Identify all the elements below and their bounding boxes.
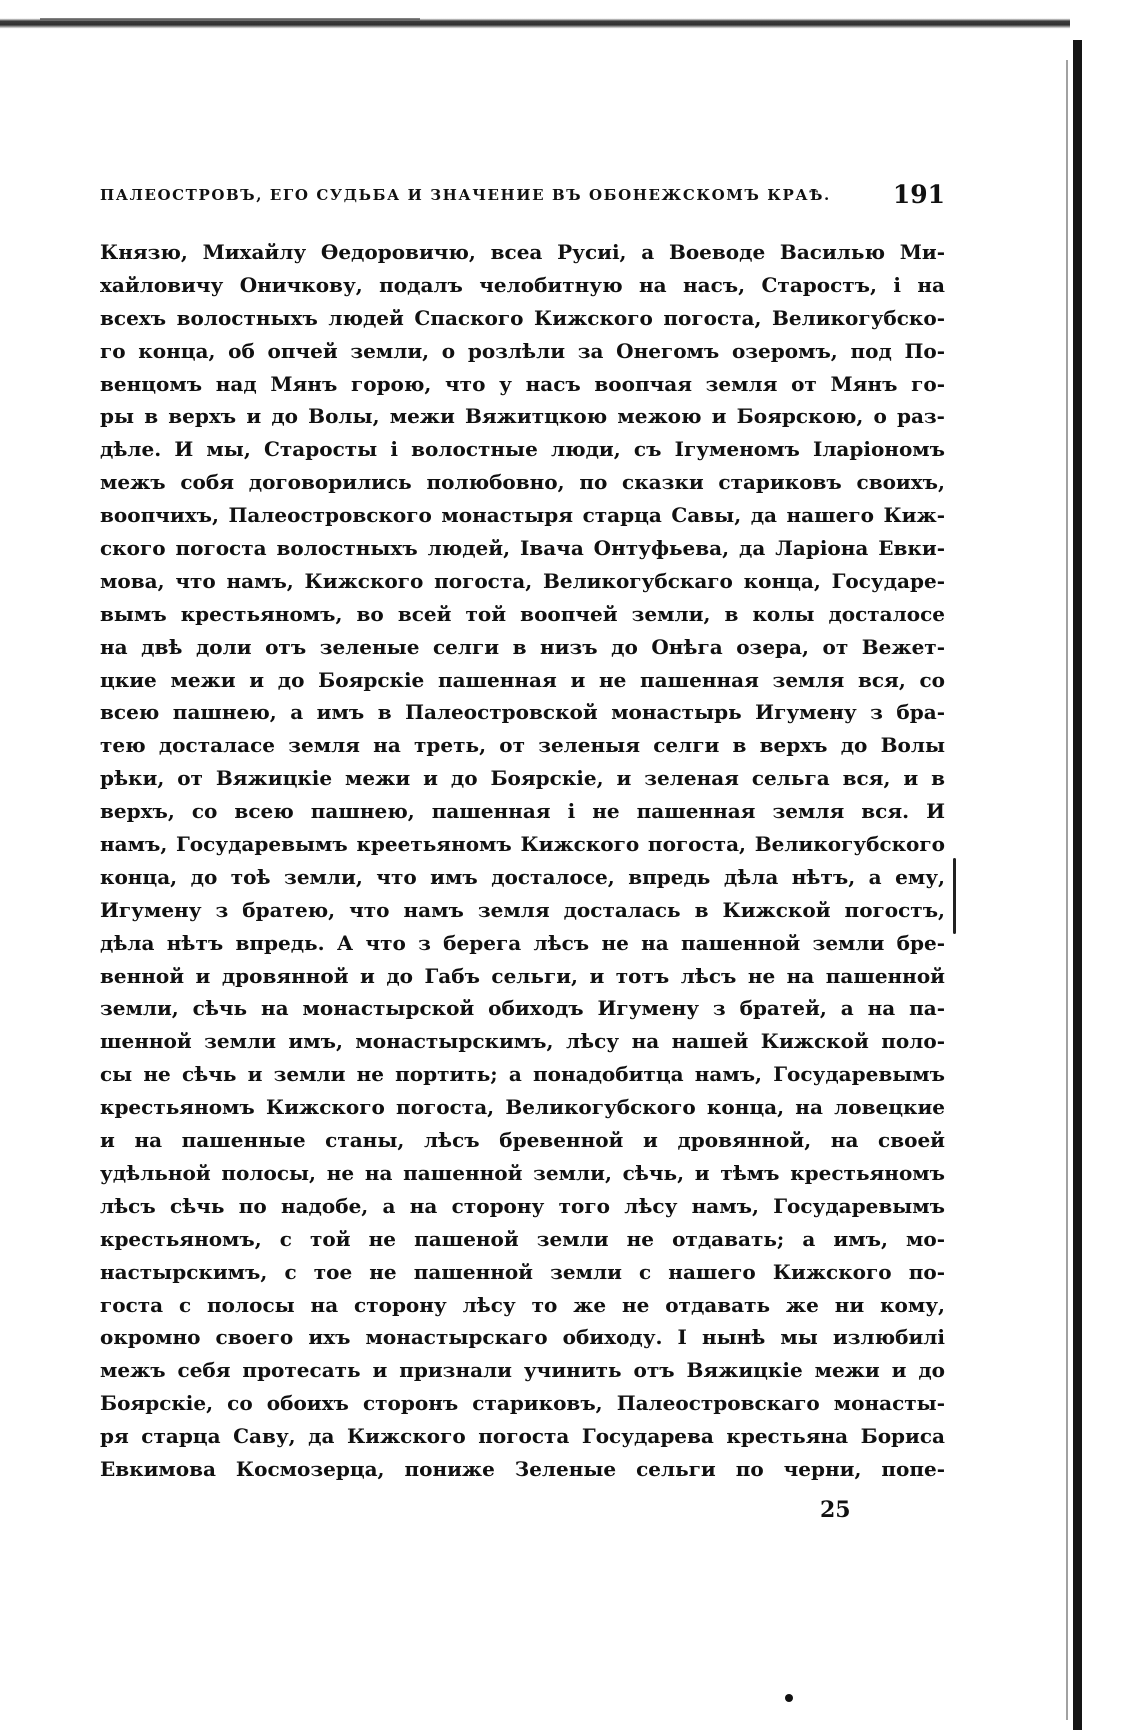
text-line: и на пашенные станы, лѣсъ бревенной и дровянной, на своей (100, 1128, 945, 1153)
text-line: тею досталасе земля на треть, от зеленыя селги в верхъ до Волы (100, 733, 945, 758)
page-number: 191 (892, 180, 945, 209)
text-line: ского погоста волостныхъ людей, Івача Онтуфьева, да Ларіона Евки- (100, 536, 945, 561)
running-title: ПАЛЕОСТРОВЪ, ЕГО СУДЬБА И ЗНАЧЕНИЕ ВЪ ОБОНЕЖСКОМЪ КРАѢ. (100, 186, 831, 204)
margin-mark (953, 858, 956, 934)
text-line: го конца, об опчей земли, о розлѣли за Онегомъ озеромъ, под По- (100, 338, 945, 363)
text-line: венцомъ над Мянъ горою, что у насъ воопчая земля от Мянъ го- (100, 371, 945, 396)
scan-right-shadow (1066, 60, 1068, 1720)
text-line: дѣла нѣтъ впредь. А что з берега лѣсъ не на пашенной земли бре- (100, 930, 945, 955)
signature-mark: 25 (820, 1497, 851, 1523)
text-line: намъ, Государевымъ креетьяномъ Кижского погоста, Великогубского (100, 832, 945, 857)
text-line: крестьяномъ Кижского погоста, Великогубского конца, на ловецкие (100, 1095, 945, 1120)
page-header (100, 180, 945, 216)
text-line: Боярскіе, со обоихъ сторонъ стариковъ, Палеостровскаго монасты- (100, 1391, 945, 1416)
text-line: венной и дровянной и до Габъ сельги, и тотъ лѣсъ не на пашенной (100, 963, 945, 988)
text-line: межъ собя договорились полюбовно, по сказки стариковъ своихъ, (100, 470, 945, 495)
ink-dot (785, 1694, 793, 1702)
text-line: дѣле. И мы, Старосты і волостные люди, съ Ігуменомъ Іларіономъ (100, 437, 945, 462)
body-text (100, 236, 945, 1486)
text-line: Князю, Михайлу Өедоровичю, всеа Русиі, а Воеводе Василью Ми- (100, 240, 945, 264)
text-line: крестьяномъ, с той не пашеной земли не отдавать; а имъ, мо- (100, 1226, 945, 1251)
text-line: всехъ волостныхъ людей Спаского Кижского погоста, Великогубско- (100, 305, 945, 330)
text-line: окромно своего ихъ монастырскаго обиходу. І нынѣ мы излюбилі (100, 1325, 945, 1350)
text-line: мова, что намъ, Кижского погоста, Великогубскаго конца, Государе- (100, 568, 945, 593)
text-line: вымъ крестьяномъ, во всей той воопчей земли, в колы досталосе (100, 601, 945, 626)
text-line: лѣсъ сѣчь по надобе, а на сторону того лѣсу намъ, Государевымъ (100, 1193, 945, 1218)
text-line: удѣльной полосы, не на пашенной земли, сѣчь, и тѣмъ крестьяномъ (100, 1160, 945, 1185)
text-line: Евкимова Космозерца, пониже Зеленые сельги по черни, попе- (100, 1456, 945, 1481)
text-line: на двѣ доли отъ зеленые селги в низъ до Онѣга озера, от Вежет- (100, 634, 945, 659)
scan-top-scribble (40, 4, 420, 20)
text-line: рѣки, от Вяжицкіе межи и до Боярскіе, и зеленая сельга вся, и в (100, 766, 945, 791)
text-line: межъ себя протесать и признали учинить отъ Вяжицкіе межи и до (100, 1358, 945, 1383)
text-line: верхъ, со всею пашнею, пашенная і не пашенная земля вся. И (100, 799, 945, 824)
text-line: всею пашнею, а имъ в Палеостровской монастырь Игумену з бра- (100, 700, 945, 725)
text-line: воопчихъ, Палеостровского монастыря старца Савы, да нашего Киж- (100, 503, 945, 528)
text-line: Игумену з братею, что намъ земля досталась в Кижской погостъ, (100, 897, 945, 922)
text-line: конца, до тоѣ земли, что имъ досталосе, впредь дѣла нѣтъ, а ему, (100, 864, 945, 889)
text-line: цкие межи и до Боярскіе пашенная и не пашенная земля вся, со (100, 667, 945, 692)
text-line: ры в верхъ и до Волы, межи Вяжитцкою межою и Боярскою, о раз- (100, 404, 945, 429)
text-line: сы не сѣчь и земли не портить; а понадобитца намъ, Государевымъ (100, 1062, 945, 1087)
text-line: шенной земли имъ, монастырскимъ, лѣсу на нашей Кижской поло- (100, 1029, 945, 1054)
text-line: настырскимъ, с тое не пашенной земли с нашего Кижского по- (100, 1259, 945, 1284)
text-line: ря старца Саву, да Кижского погоста Государева крестьяна Бориса (100, 1424, 945, 1449)
text-line: земли, сѣчь на монастырской обиходъ Игумену з братей, а на па- (100, 996, 945, 1021)
text-line: госта с полосы на сторону лѣсу то же не отдавать же ни кому, (100, 1292, 945, 1317)
scan-right-binding-edge (1073, 40, 1082, 1730)
text-line: хайловичу Оничкову, подалъ челобитную на насъ, Старостъ, і на (100, 272, 945, 297)
